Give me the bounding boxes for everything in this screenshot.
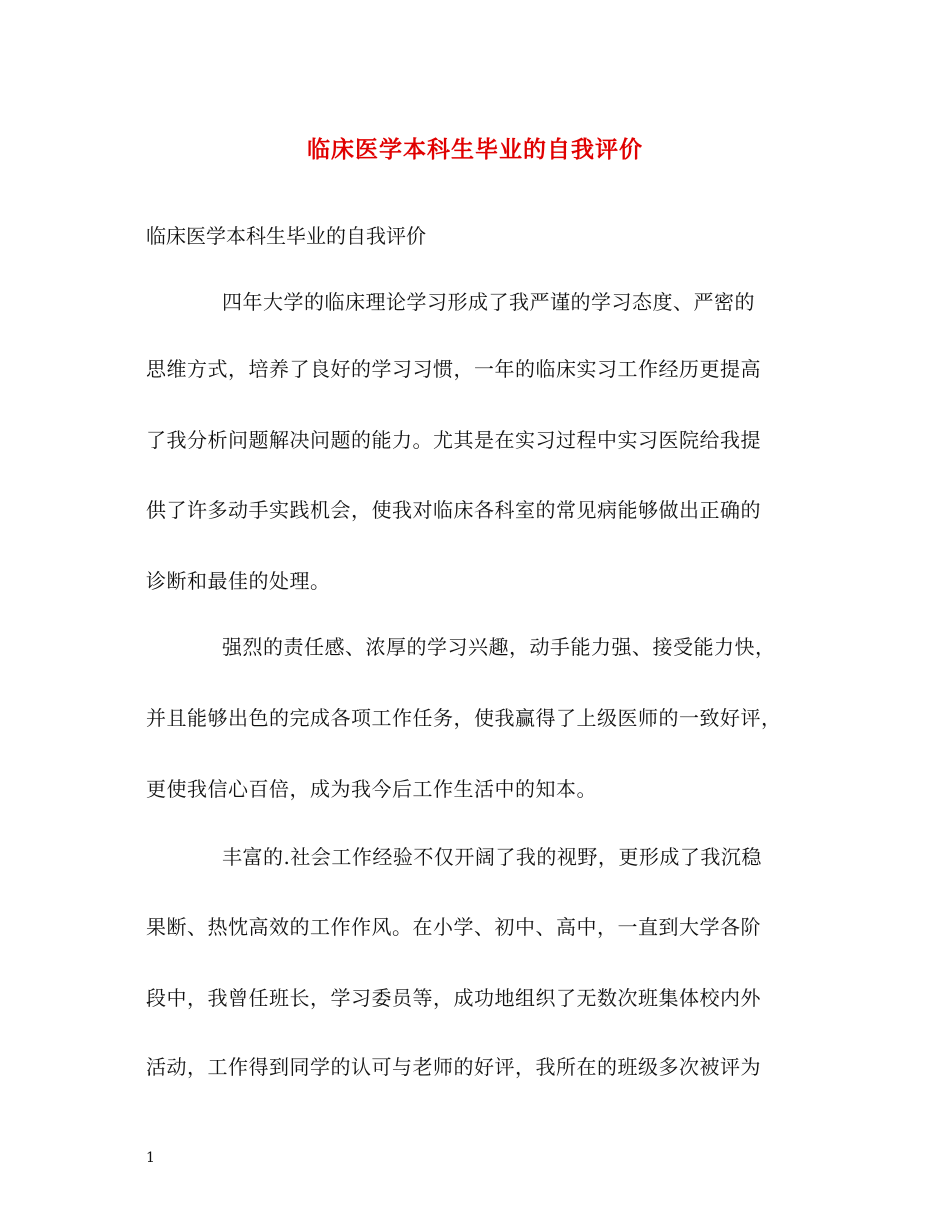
paragraph-line: 思维方式，培养了良好的学习习惯，一年的临床实习工作经历更提高 — [146, 357, 761, 381]
document-title: 临床医学本科生毕业的自我评价 — [307, 136, 643, 163]
paragraph-line: 活动，工作得到同学的认可与老师的好评，我所在的班级多次被评为 — [146, 1055, 761, 1079]
paragraph-line: 供了许多动手实践机会，使我对临床各科室的常见病能够做出正确的 — [146, 498, 761, 522]
paragraph-line: 四年大学的临床理论学习形成了我严谨的学习态度、严密的 — [222, 290, 755, 314]
paragraph-line: 更使我信心百倍，成为我今后工作生活中的知本。 — [146, 777, 597, 801]
paragraph-line: 段中，我曾任班长，学习委员等，成功地组织了无数次班集体校内外 — [146, 986, 761, 1010]
paragraph-line: 了我分析问题解决问题的能力。尤其是在实习过程中实习医院给我提 — [146, 428, 761, 452]
paragraph-line: 并且能够出色的完成各项工作任务，使我赢得了上级医师的一致好评， — [146, 706, 782, 730]
paragraph-line: 强烈的责任感、浓厚的学习兴趣，动手能力强、接受能力快， — [222, 635, 776, 659]
document-subtitle: 临床医学本科生毕业的自我评价 — [146, 224, 426, 248]
paragraph-line: 诊断和最佳的处理。 — [146, 569, 331, 593]
paragraph-line: 丰富的.社会工作经验不仅开阔了我的视野，更形成了我沉稳 — [222, 845, 762, 869]
page-number: 1 — [146, 1150, 155, 1166]
paragraph-line: 果断、热忱高效的工作作风。在小学、初中、高中，一直到大学各阶 — [146, 915, 761, 939]
